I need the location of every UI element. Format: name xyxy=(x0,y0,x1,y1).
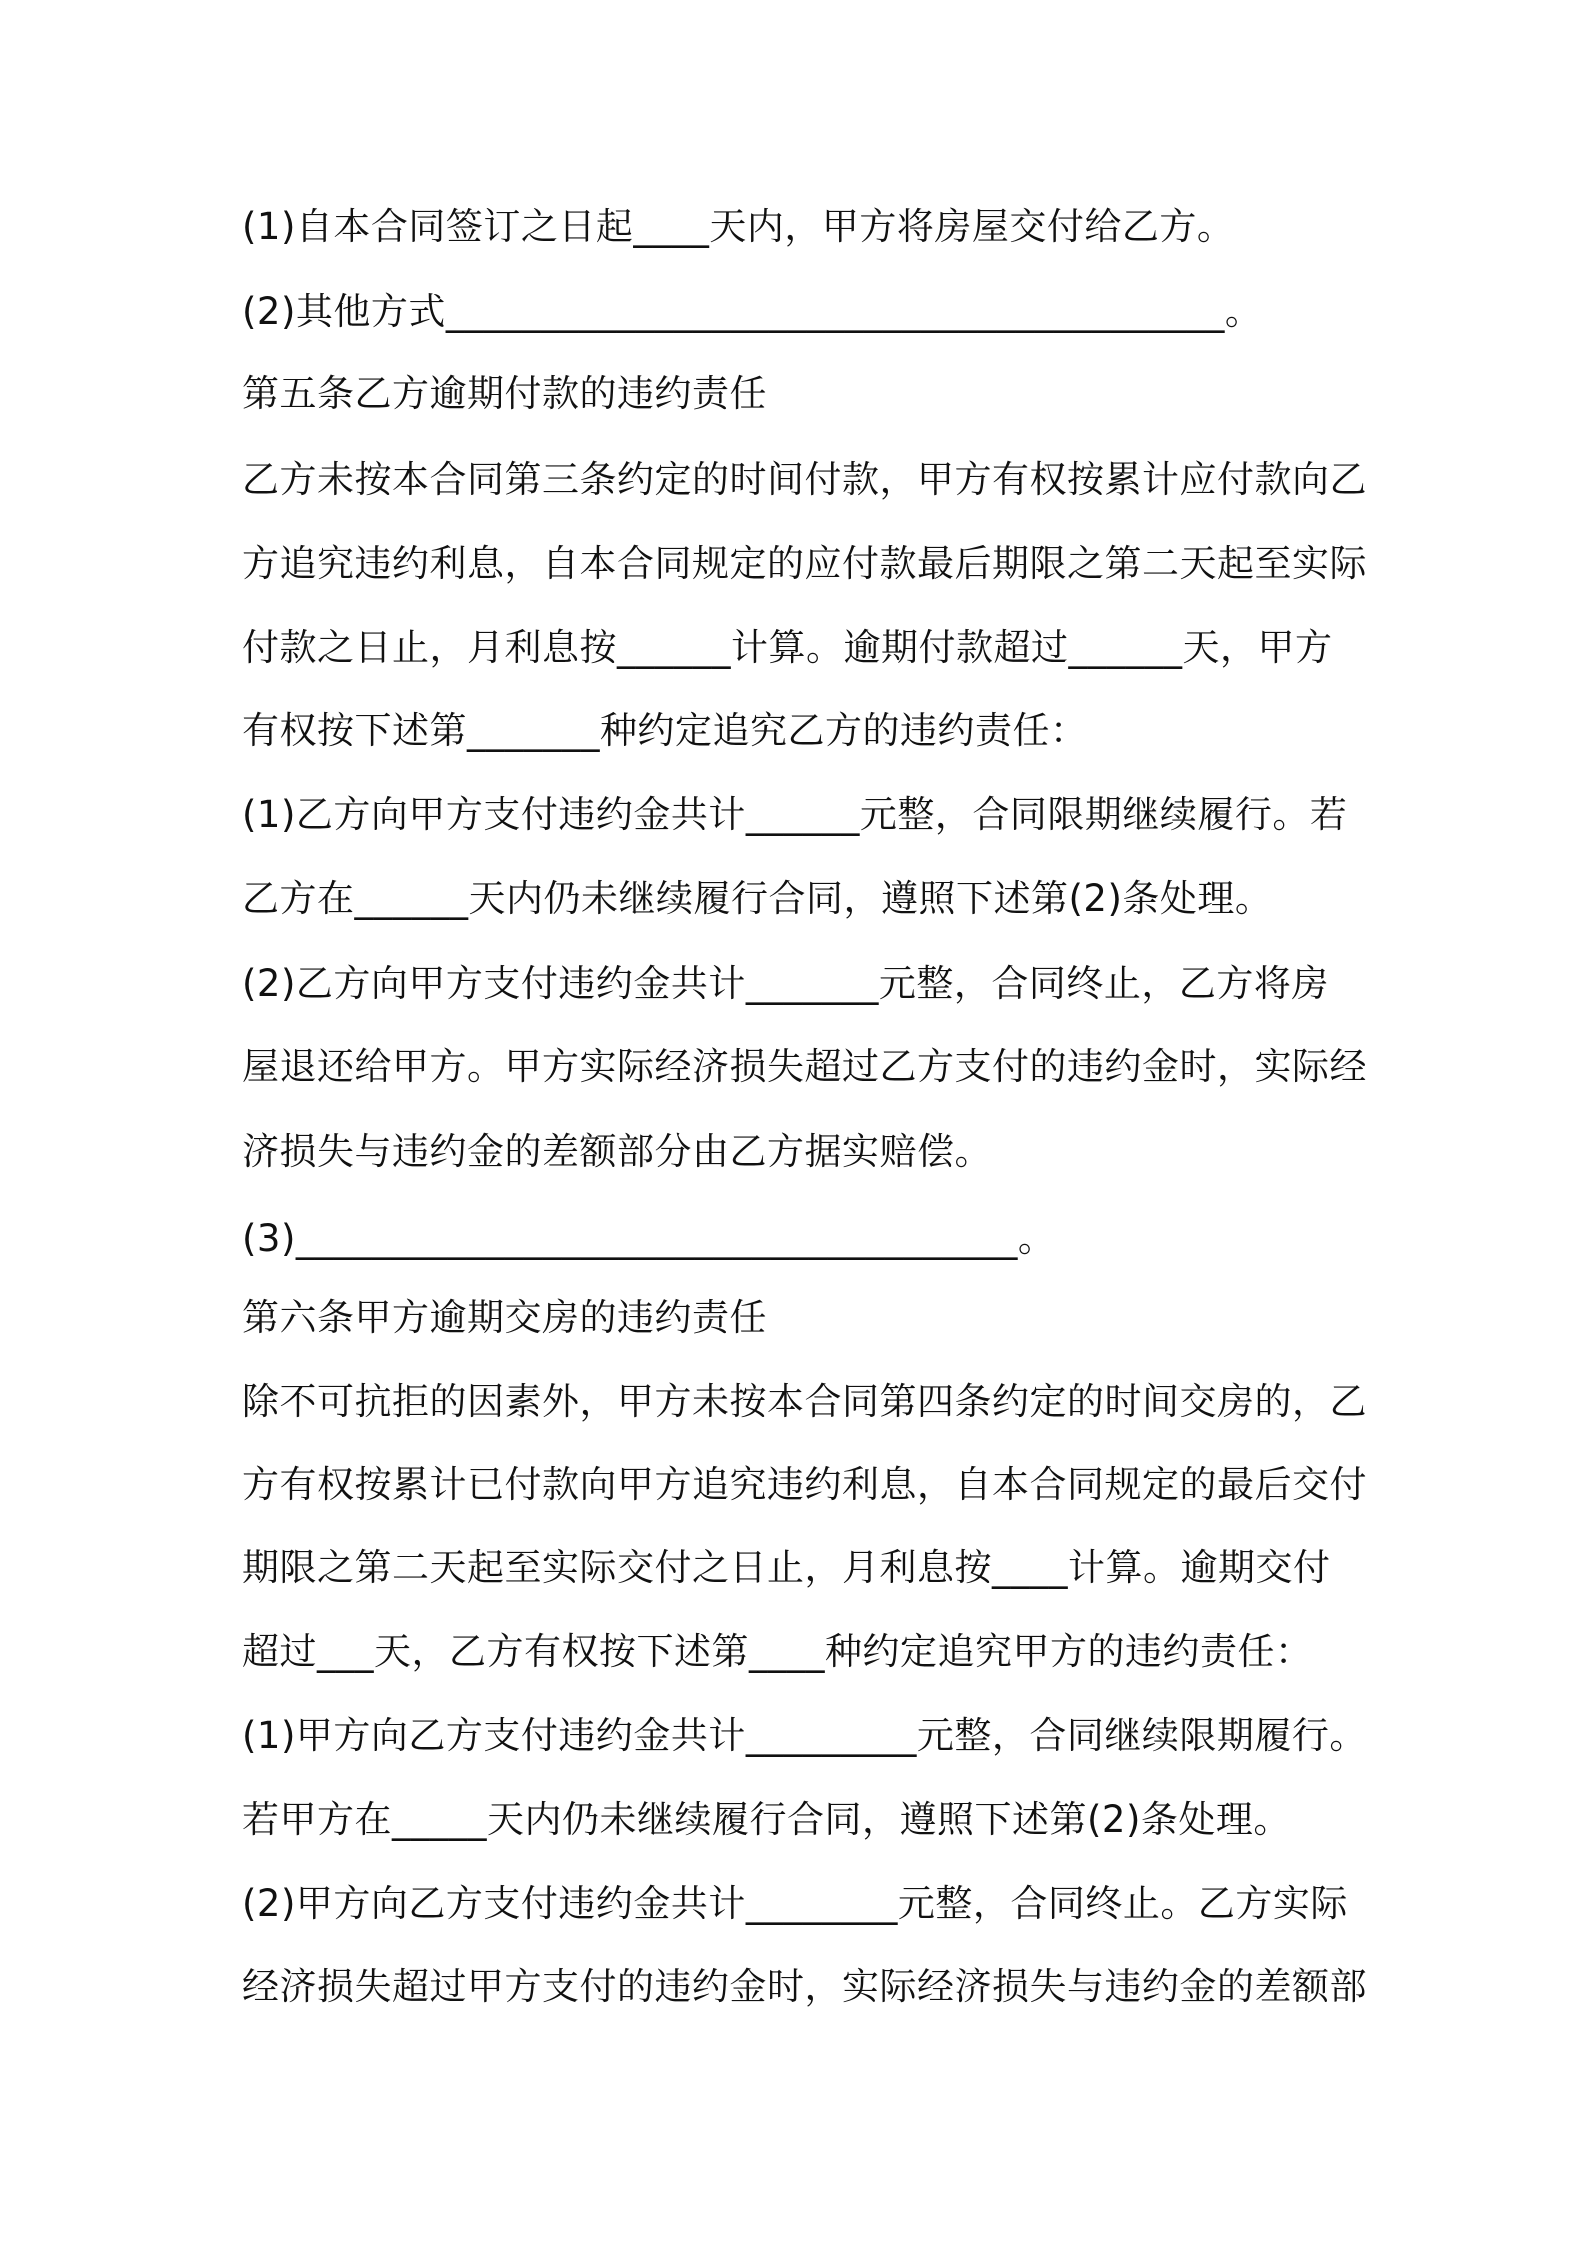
article-heading: 第五条乙方逾期付款的违约责任 xyxy=(242,372,767,415)
text-line: 付款之日止，月利息按______计算。逾期付款超过______天，甲方 xyxy=(242,626,1333,669)
text-line: 方追究违约利息，自本合同规定的应付款最后期限之第二天起至实际 xyxy=(242,542,1367,585)
text-line: 乙方未按本合同第三条约定的时间付款，甲方有权按累计应付款向乙 xyxy=(242,458,1367,501)
text-line: 若甲方在_____天内仍未继续履行合同，遵照下述第(2)条处理。 xyxy=(242,1798,1291,1841)
text-line: (3)______________________________________。 xyxy=(242,1217,1056,1260)
text-line: (1)乙方向甲方支付违约金共计______元整，合同限期继续履行。若 xyxy=(242,793,1348,836)
text-line: (1)甲方向乙方支付违约金共计_________元整，合同继续限期履行。 xyxy=(242,1714,1367,1757)
text-line: 屋退还给甲方。甲方实际经济损失超过乙方支付的违约金时，实际经 xyxy=(242,1045,1367,1088)
text-line: 除不可抗拒的因素外，甲方未按本合同第四条约定的时间交房的，乙 xyxy=(242,1380,1367,1423)
article-heading: 第六条甲方逾期交房的违约责任 xyxy=(242,1296,767,1339)
text-line: (2)乙方向甲方支付违约金共计_______元整，合同终止，乙方将房 xyxy=(242,962,1329,1005)
text-line: 有权按下述第_______种约定追究乙方的违约责任： xyxy=(242,709,1088,752)
text-line: 济损失与违约金的差额部分由乙方据实赔偿。 xyxy=(242,1130,992,1173)
text-line: 经济损失超过甲方支付的违约金时，实际经济损失与违约金的差额部 xyxy=(242,1965,1367,2008)
text-line: (2)其他方式_________________________________________。 xyxy=(242,290,1263,333)
text-line: 超过___天，乙方有权按下述第____种约定追究甲方的违约责任： xyxy=(242,1630,1313,1673)
text-line: (2)甲方向乙方支付违约金共计________元整，合同终止。乙方实际 xyxy=(242,1882,1348,1925)
text-line: 乙方在______天内仍未继续履行合同，遵照下述第(2)条处理。 xyxy=(242,877,1273,920)
text-line: (1)自本合同签订之日起____天内，甲方将房屋交付给乙方。 xyxy=(242,205,1235,248)
text-line: 期限之第二天起至实际交付之日止，月利息按____计算。逾期交付 xyxy=(242,1546,1331,1589)
text-line: 方有权按累计已付款向甲方追究违约利息，自本合同规定的最后交付 xyxy=(242,1463,1367,1506)
